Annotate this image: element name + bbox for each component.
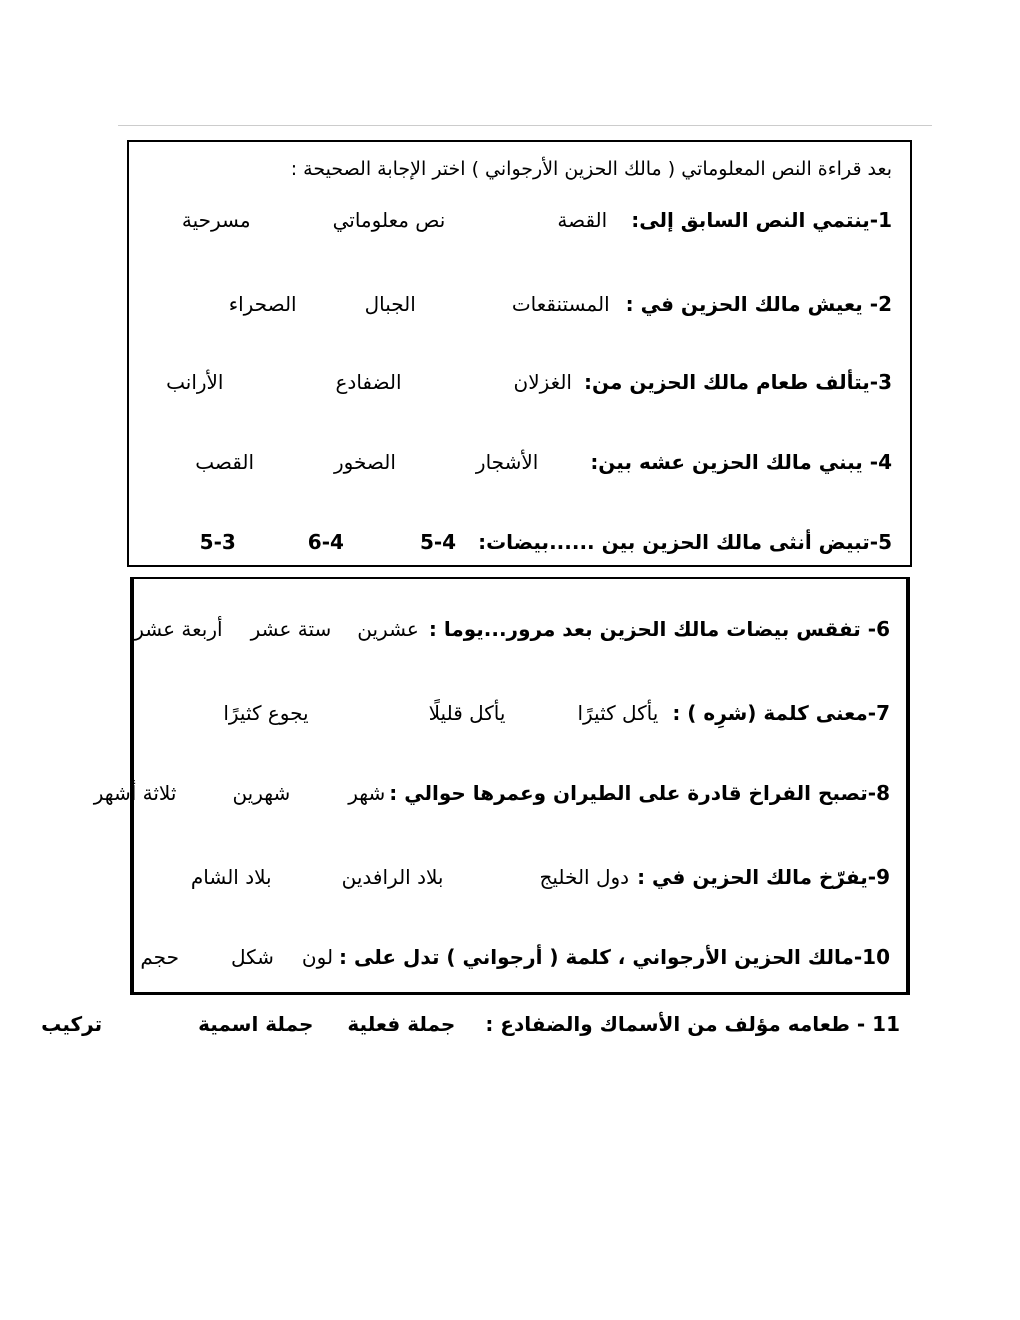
option: الضفادع (335, 370, 402, 394)
option: شكل (230, 945, 274, 969)
option: شهرين (232, 781, 291, 805)
question-row-6 (134, 617, 890, 645)
question-text: 1-ينتمي النص السابق إلى: (631, 208, 892, 232)
option: 5-4 (419, 530, 457, 554)
question-text: 6- تفقس بيضات مالك الحزين بعد مرور...يوما : (428, 617, 890, 641)
question-text: 7-معنى كلمة (شرِه ) : (672, 701, 890, 725)
question-row-7 (144, 701, 890, 729)
option: يأكل قليلًا (428, 701, 506, 725)
option: حجم (140, 945, 179, 969)
question-text: 8-تصبح الفراخ قادرة على الطيران وعمرها حوالي : (389, 781, 890, 805)
option: تركيب (41, 1012, 103, 1036)
option: بلاد الرافدين (341, 865, 444, 889)
question-text: 5-تبيض أنثى مالك الحزين بين ......بيضات: (478, 530, 892, 554)
question-text: 10-مالك الحزين الأرجواني ، كلمة ( أرجواني ) تدل على : (339, 945, 890, 969)
option: أربعة عشر (134, 617, 223, 641)
option: لون (301, 945, 334, 969)
question-row-8 (93, 781, 890, 809)
option: الجبال (364, 292, 416, 316)
option: عشرين (357, 617, 419, 641)
option: يجوع كثيرًا (223, 701, 309, 725)
option: 6-4 (307, 530, 344, 554)
option: الصحراء (228, 292, 297, 316)
option: المستنقعات (511, 292, 610, 316)
option: الأرانب (166, 370, 224, 394)
option: يأكل كثيرًا (577, 701, 659, 725)
option: الأشجار (475, 450, 539, 474)
question-row-1 (139, 208, 892, 236)
question-row-11 (41, 1012, 900, 1040)
question-text: 2- يعيش مالك الحزين في : (625, 292, 892, 316)
option: 5-3 (199, 530, 236, 554)
option: الغزلان (513, 370, 572, 394)
option: مسرحية (181, 208, 251, 232)
option: بلاد الشام (190, 865, 272, 889)
option: القصة (557, 208, 608, 232)
option: ستة عشر (250, 617, 332, 641)
intro-text: بعد قراءة النص المعلوماتي ( مالك الحزين الأرجواني ) اختر الإجابة الصحيحة : (290, 158, 892, 180)
question-row-10 (140, 945, 890, 973)
option: نص معلوماتي (332, 208, 446, 232)
option: الصخور (334, 450, 396, 474)
question-row-9 (144, 865, 890, 893)
option: جملة اسمية (198, 1012, 314, 1036)
option: القصب (195, 450, 255, 474)
question-row-4 (139, 450, 892, 478)
question-text: 4- يبني مالك الحزين عشه بين: (590, 450, 892, 474)
question-text: 11 - طعامه مؤلف من الأسماك والضفادع : (485, 1012, 900, 1036)
question-row-2 (139, 292, 892, 320)
question-row-3 (139, 370, 892, 398)
option: جملة فعلية (347, 1012, 456, 1036)
top-divider-line (118, 125, 932, 126)
question-box-2 (93, 577, 910, 995)
question-box-1 (127, 140, 912, 567)
option: ثلاثة أشهر (93, 781, 177, 805)
question-row-5 (139, 530, 892, 558)
question-text: 9-يفرّخ مالك الحزين في : (637, 865, 890, 889)
option: شهر (348, 781, 386, 805)
option: دول الخليج (539, 865, 630, 889)
question-text: 3-يتألف طعام مالك الحزين من: (583, 370, 892, 394)
